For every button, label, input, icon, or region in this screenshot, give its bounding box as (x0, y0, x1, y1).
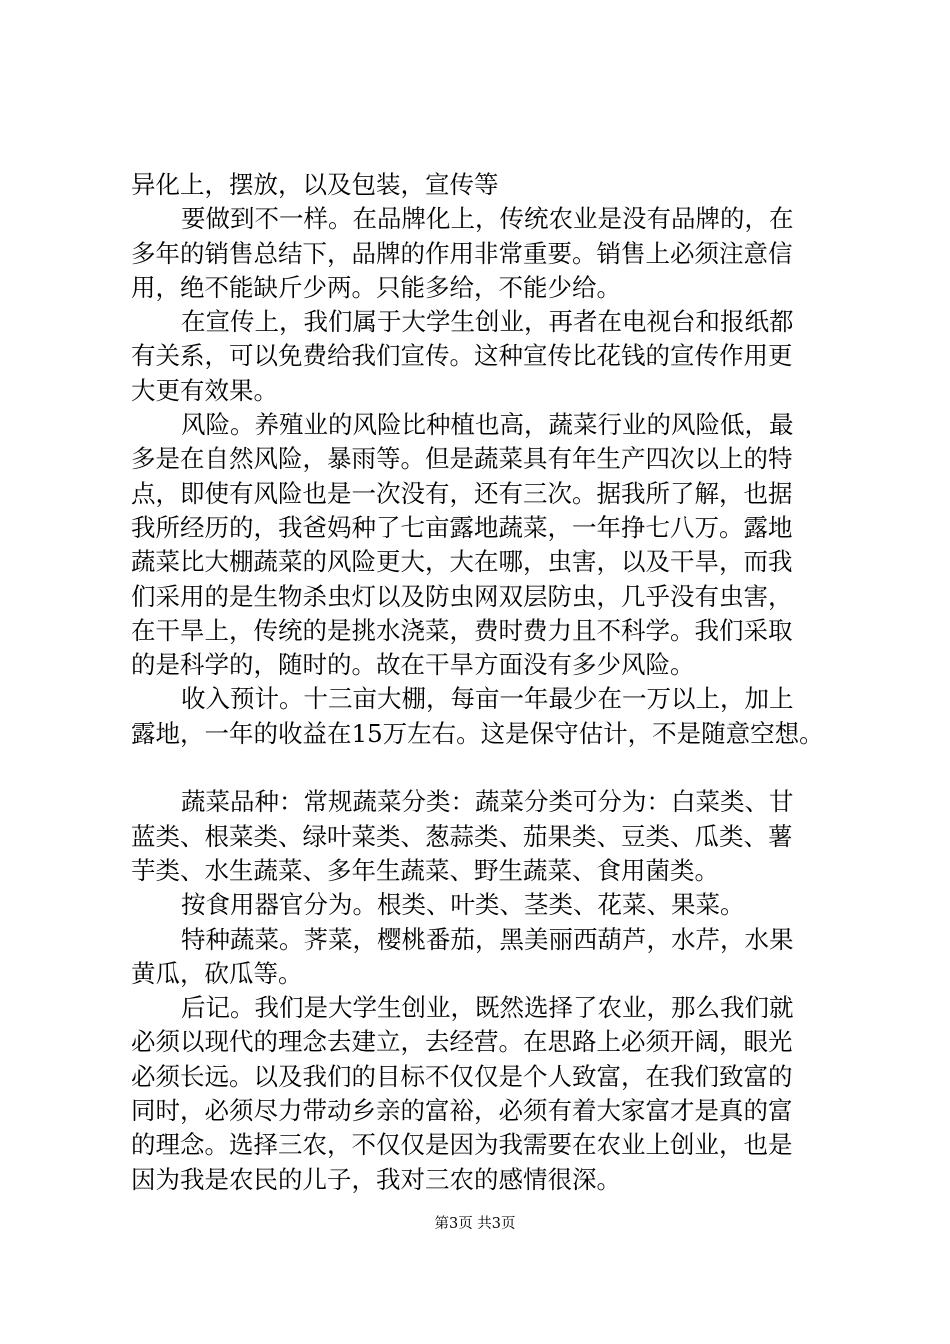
paragraph-first-line: 特种蔬菜。荠菜，樱桃番茄，黑美丽西葫芦，水芹，水果 (181, 924, 794, 954)
text-line: 因为我是农民的儿子，我对三农的感情很深。 (131, 1164, 621, 1194)
paragraph-first-line: 蔬菜品种：常规蔬菜分类：蔬菜分类可分为：白菜类、甘 (181, 787, 794, 817)
text-line: 蓝类、根菜类、绿叶菜类、葱蒜类、茄果类、豆类、瓜类、薯 (131, 821, 793, 851)
document-body (131, 168, 846, 1197)
page-footer: 第3页 共3页 (434, 1216, 516, 1232)
paragraph-first-line: 风险。养殖业的风险比种植也高，蔬菜行业的风险低，最 (181, 410, 794, 440)
text-line: 有关系，可以免费给我们宣传。这种宣传比花钱的宣传作用更 (131, 341, 793, 371)
paragraph-first-line: 在宣传上，我们属于大学生创业，再者在电视台和报纸都 (181, 307, 794, 337)
text-line: 蔬菜比大棚蔬菜的风险更大，大在哪，虫害，以及干旱，而我 (131, 547, 793, 577)
text-line: 多是在自然风险，暴雨等。但是蔬菜具有年生产四次以上的特 (131, 444, 793, 474)
text-line: 多年的销售总结下，品牌的作用非常重要。销售上必须注意信 (131, 238, 793, 268)
blank-line (131, 751, 846, 785)
text-line: 的是科学的，随时的。故在干旱方面没有多少风险。 (131, 650, 695, 680)
text-line: 黄瓜，砍瓜等。 (131, 958, 303, 988)
text-line: 必须以现代的理念去建立，去经营。在思路上必须开阔，眼光 (131, 1027, 793, 1057)
text-line: 异化上，摆放，以及包装，宣传等 (131, 170, 499, 199)
text-line: 在干旱上，传统的是挑水浇菜，费时费力且不科学。我们采取 (131, 615, 793, 645)
paragraph-first-line: 要做到不一样。在品牌化上，传统农业是没有品牌的，在 (181, 204, 794, 234)
text-line: 同时，必须尽力带动乡亲的富裕，必须有着大家富才是真的富 (131, 1096, 793, 1126)
text-line: 大更有效果。 (131, 375, 278, 405)
text-line: 芋类、水生蔬菜、多年生蔬菜、野生蔬菜、食用菌类。 (131, 855, 719, 885)
paragraph-first-line: 后记。我们是大学生创业，既然选择了农业，那么我们就 (181, 993, 794, 1023)
text-line: 点，即使有风险也是一次没有，还有三次。据我所了解，也据 (131, 478, 793, 508)
text-line: 用，绝不能缺斤少两。只能多给，不能少给。 (131, 272, 621, 302)
text-line: 们采用的是生物杀虫灯以及防虫网双层防虫，几乎没有虫害， (131, 581, 793, 611)
paragraph-first-line: 收入预计。十三亩大棚，每亩一年最少在一万以上，加上 (181, 684, 794, 714)
text-line: 露地，一年的收益在15万左右。这是保守估计，不是随意空想。 (131, 718, 824, 748)
paragraph-first-line: 按食用器官分为。根类、叶类、茎类、花菜、果菜。 (181, 890, 745, 920)
text-line: 必须长远。以及我们的目标不仅仅是个人致富，在我们致富的 (131, 1061, 793, 1091)
text-line: 的理念。选择三农，不仅仅是因为我需要在农业上创业，也是 (131, 1130, 793, 1160)
text-line: 我所经历的，我爸妈种了七亩露地蔬菜，一年挣七八万。露地 (131, 512, 793, 542)
